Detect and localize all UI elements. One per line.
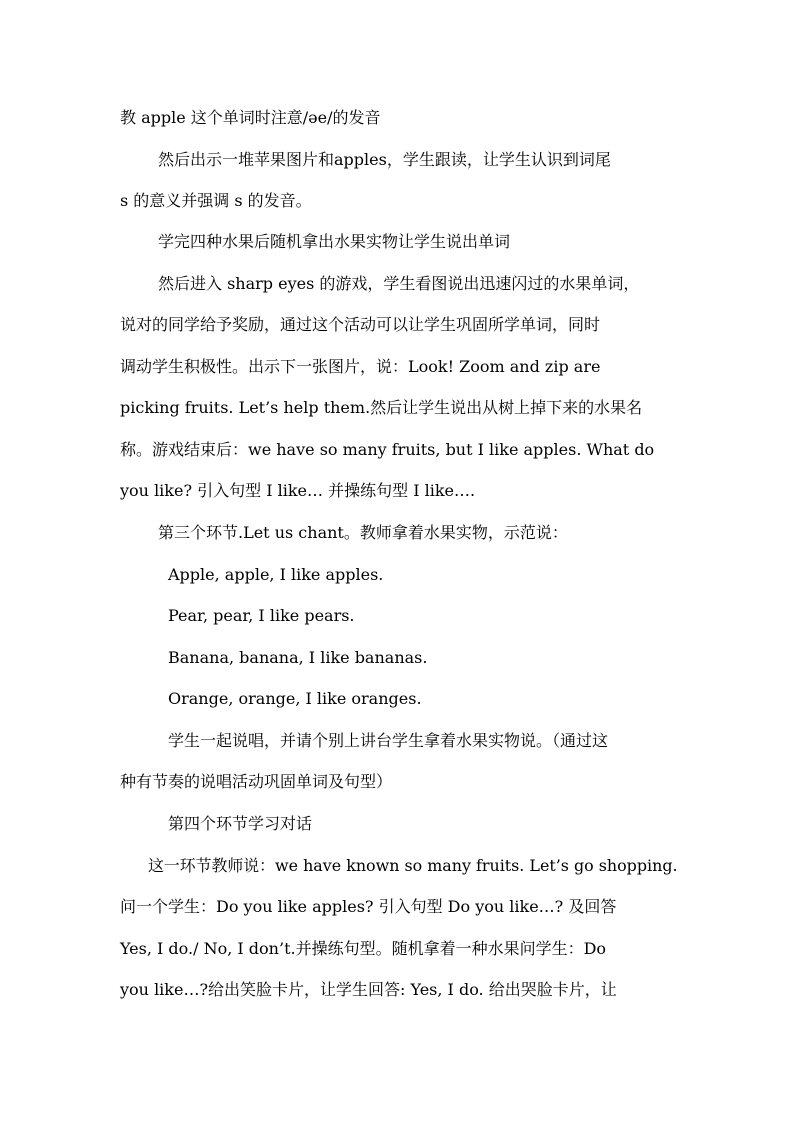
text-line-6: 说对的同学给予奖励，通过这个活动可以让学生巩固所学单词，同时 <box>120 315 601 334</box>
text-line-2: 然后出示一堆苹果图片和apples，学生跟读，让学生认识到词尾 <box>158 150 611 169</box>
text-line-21: Yes, I do./ No, I don’t.并操练句型。随机拿着一种水果问学生：Do <box>120 939 607 958</box>
text-line-4: 学完四种水果后随机拿出水果实物让学生说出单词 <box>158 232 511 251</box>
text-line-16: 学生一起说唱，并请个别上讲台学生拿着水果实物说。（通过这 <box>168 731 609 750</box>
text-line-22: you like…?给出笑脸卡片，让学生回答: Yes, I do. 给出哭脸卡片，让 <box>120 980 617 999</box>
text-line-14: Banana, banana, I like bananas. <box>168 648 428 667</box>
text-line-3: s 的意义并强调 s 的发音。 <box>120 191 312 210</box>
text-line-12: Apple, apple, I like apples. <box>168 565 384 584</box>
text-line-9: 称。游戏结束后：we have so many fruits, but I like apples. What do <box>120 440 655 459</box>
text-line-1: 教 apple 这个单词时注意/əe/的发音 <box>120 108 381 127</box>
text-line-8: picking fruits. Let’s help them.然后让学生说出从树上掉下来的水果名 <box>120 398 643 417</box>
text-line-17: 种有节奏的说唱活动巩固单词及句型） <box>120 772 393 791</box>
text-line-5: 然后进入 sharp eyes 的游戏，学生看图说出迅速闪过的水果单词， <box>158 274 640 293</box>
text-line-13: Pear, pear, I like pears. <box>168 606 355 625</box>
text-line-7: 调动学生积极性。出示下一张图片，说：Look! Zoom and zip are <box>120 357 601 376</box>
text-line-15: Orange, orange, I like oranges. <box>168 689 422 708</box>
text-line-11: 第三个环节.Let us chant。教师拿着水果实物，示范说： <box>158 523 568 542</box>
text-line-10: you like? 引入句型 I like… 并操练句型 I like…. <box>120 481 476 500</box>
text-line-20: 问一个学生：Do you like apples? 引入句型 Do you like…? 及回答 <box>120 897 617 916</box>
text-line-18: 第四个环节学习对话 <box>168 814 313 833</box>
text-line-19: 这一环节教师说：we have known so many fruits. Let’s go shopping. <box>148 856 678 875</box>
